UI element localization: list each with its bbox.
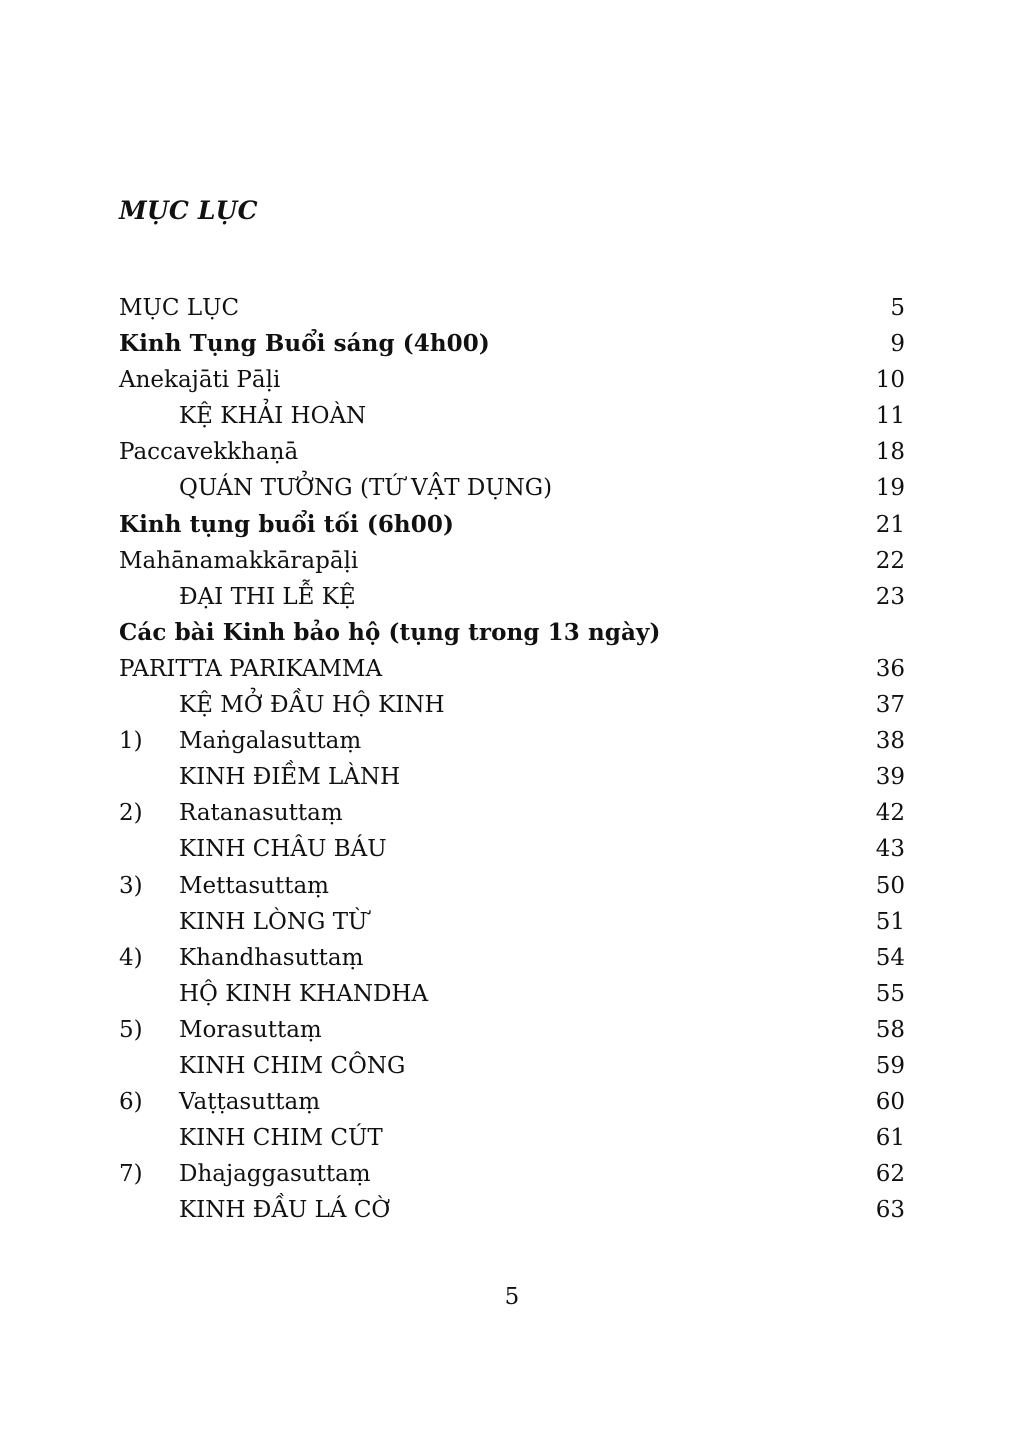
toc-entry[interactable] bbox=[119, 723, 905, 759]
toc-entry[interactable] bbox=[119, 470, 905, 506]
toc-entry-page: 55 bbox=[875, 980, 905, 1007]
toc-entry-title: Các bài Kinh bảo hộ (tụng trong 13 ngày) bbox=[119, 618, 661, 646]
toc-entry-title: ĐẠI THI LỄ KỆ bbox=[179, 583, 356, 610]
toc-entry-page: 36 bbox=[875, 655, 905, 682]
toc-entry-title: Ratanasuttaṃ bbox=[179, 800, 343, 827]
toc-entry[interactable] bbox=[119, 579, 905, 615]
toc-entry-title: KINH ĐẦU LÁ CỜ bbox=[179, 1197, 391, 1224]
toc-entry[interactable] bbox=[119, 1156, 905, 1192]
toc-entry[interactable] bbox=[119, 615, 905, 651]
toc-entry-title: KINH LÒNG TỪ bbox=[179, 908, 368, 935]
toc-entry-page: 18 bbox=[875, 439, 905, 466]
toc-entry-title: Vaṭṭasuttaṃ bbox=[179, 1089, 321, 1116]
toc-entry[interactable] bbox=[119, 543, 905, 579]
toc-entry[interactable] bbox=[119, 831, 905, 867]
toc-entry-title: MỤC LỤC bbox=[119, 295, 240, 321]
toc-entry-title: Morasuttaṃ bbox=[179, 1016, 322, 1043]
toc-entry[interactable] bbox=[119, 904, 905, 940]
toc-entry-number: 1) bbox=[119, 728, 143, 755]
toc-entry-title: HỘ KINH KHANDHA bbox=[179, 980, 429, 1007]
toc-heading: MỤC LỤC bbox=[119, 196, 258, 225]
toc-entry-page: 61 bbox=[875, 1125, 905, 1152]
toc-entry-title: KINH CHIM CÚT bbox=[179, 1125, 383, 1152]
toc-entry-page: 62 bbox=[875, 1161, 905, 1188]
toc-entry[interactable] bbox=[119, 795, 905, 831]
toc-entry-title: KINH CHIM CÔNG bbox=[179, 1052, 406, 1079]
toc-entry[interactable] bbox=[119, 290, 905, 326]
toc-entry-title: PARITTA PARIKAMMA bbox=[119, 655, 383, 682]
toc-entry[interactable] bbox=[119, 1120, 905, 1156]
toc-entry-page: 9 bbox=[890, 331, 905, 358]
toc-entry-number: 6) bbox=[119, 1089, 143, 1116]
toc-entry-page: 10 bbox=[875, 367, 905, 394]
toc-entry[interactable] bbox=[119, 1048, 905, 1084]
toc-entry-title: Maṅgalasuttaṃ bbox=[179, 728, 362, 755]
toc-entry-page: 54 bbox=[875, 944, 905, 971]
toc-entry-title: Dhajaggasuttaṃ bbox=[179, 1161, 371, 1188]
toc-entry-page: 5 bbox=[890, 295, 905, 321]
toc-entry-title: Mahānamakkārapāḷi bbox=[119, 547, 359, 574]
toc-entry[interactable] bbox=[119, 651, 905, 687]
toc-entry-title: Kinh Tụng Buổi sáng (4h00) bbox=[119, 330, 490, 358]
table-of-contents bbox=[119, 290, 905, 1228]
toc-entry[interactable] bbox=[119, 1012, 905, 1048]
toc-entry[interactable] bbox=[119, 362, 905, 398]
toc-entry-number: 5) bbox=[119, 1016, 143, 1043]
toc-entry-title: Khandhasuttaṃ bbox=[179, 944, 364, 971]
toc-entry-page: 58 bbox=[875, 1016, 905, 1043]
toc-entry[interactable] bbox=[119, 976, 905, 1012]
toc-entry-title: Paccavekkhaṇā bbox=[119, 439, 299, 466]
toc-entry[interactable] bbox=[119, 759, 905, 795]
toc-entry-page: 22 bbox=[875, 547, 905, 574]
toc-entry-title: Kinh tụng buổi tối (6h00) bbox=[119, 510, 454, 538]
toc-entry-page: 63 bbox=[875, 1197, 905, 1224]
toc-entry[interactable] bbox=[119, 940, 905, 976]
toc-entry-number: 4) bbox=[119, 944, 143, 971]
toc-entry[interactable] bbox=[119, 687, 905, 723]
toc-entry-title: KỆ KHẢI HOÀN bbox=[179, 403, 367, 430]
toc-entry-page: 38 bbox=[875, 728, 905, 755]
toc-entry[interactable] bbox=[119, 1084, 905, 1120]
toc-entry-title: Anekajāti Pāḷi bbox=[119, 367, 281, 394]
toc-entry-number: 2) bbox=[119, 800, 143, 827]
toc-entry-page: 39 bbox=[875, 764, 905, 791]
toc-entry[interactable] bbox=[119, 868, 905, 904]
toc-entry-page: 19 bbox=[875, 475, 905, 502]
toc-entry[interactable] bbox=[119, 398, 905, 434]
toc-entry-page: 21 bbox=[875, 511, 905, 538]
toc-entry[interactable] bbox=[119, 507, 905, 543]
toc-entry[interactable] bbox=[119, 1192, 905, 1228]
toc-entry-title: QUÁN TƯỞNG (TỨ VẬT DỤNG) bbox=[179, 475, 553, 502]
toc-entry-title: KINH ĐIỀM LÀNH bbox=[179, 764, 401, 791]
toc-entry-page: 43 bbox=[875, 836, 905, 863]
page-number: 5 bbox=[504, 1284, 520, 1310]
toc-entry-page: 37 bbox=[875, 692, 905, 719]
toc-entry-title: KỆ MỞ ĐẦU HỘ KINH bbox=[179, 692, 445, 719]
toc-entry-page: 51 bbox=[875, 908, 905, 935]
toc-entry-page: 50 bbox=[875, 872, 905, 899]
toc-entry-page: 60 bbox=[875, 1089, 905, 1116]
toc-entry-page: 59 bbox=[875, 1052, 905, 1079]
toc-entry-title: Mettasuttaṃ bbox=[179, 872, 329, 899]
toc-entry[interactable] bbox=[119, 326, 905, 362]
toc-entry-number: 7) bbox=[119, 1161, 143, 1188]
toc-entry-number: 3) bbox=[119, 872, 143, 899]
toc-entry[interactable] bbox=[119, 434, 905, 470]
toc-entry-page: 42 bbox=[875, 800, 905, 827]
toc-entry-page: 23 bbox=[875, 583, 905, 610]
toc-entry-page: 11 bbox=[875, 403, 905, 430]
toc-entry-title: KINH CHÂU BÁU bbox=[179, 836, 387, 863]
